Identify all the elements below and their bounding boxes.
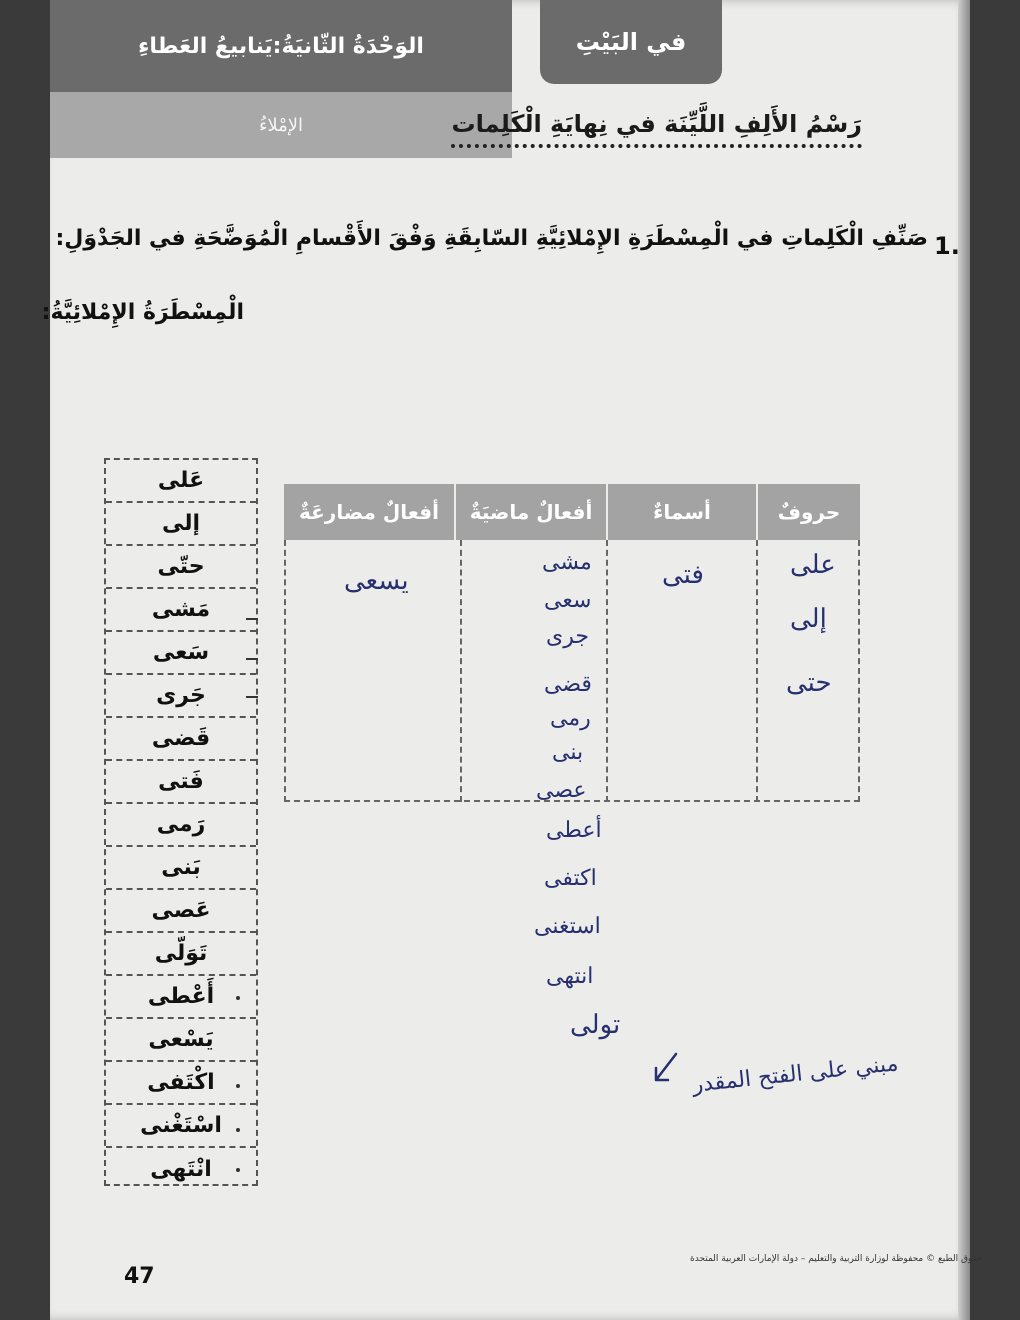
lesson-title: رَسْمُ الأَلِفِ اللَّيِّنَة في نِهايَةِ الْكَلِمات (451, 110, 862, 148)
unit-title: الوَحْدَةُ الثّانيَةُ:يَنابيعُ العَطاءِ (138, 33, 424, 59)
pencil-dot (236, 1168, 240, 1172)
handwritten-huruf: على (790, 550, 836, 580)
question-text: صَنِّفِ الْكَلِماتِ في الْمِسْطَرَةِ الإِمْلائِيَّةِ السّابِقَةِ وَفْقَ الأَقْسامِ الْمُوَضَّحَةِ في الجَدْوَلِ: (55, 226, 928, 251)
table-header (284, 484, 860, 540)
column-divider (756, 540, 758, 802)
page-edge (958, 0, 970, 1320)
word-item: رَمى (106, 804, 256, 847)
handwritten-madi: عصى (536, 778, 587, 803)
handwritten-huruf: حتى (786, 668, 832, 698)
word-item: أَعْطى (106, 976, 256, 1019)
column-divider (606, 540, 608, 802)
word-item: عَصى (106, 890, 256, 933)
handwritten-madi: جرى (546, 624, 589, 649)
header-madi: أفعالٌ ماضيَةٌ (454, 484, 606, 540)
word-item: سَعى (106, 632, 256, 675)
word-item: إلى (106, 503, 256, 546)
handwritten-madi: استغنى (534, 914, 601, 939)
word-item: بَنى (106, 847, 256, 890)
word-item: اسْتَغْنى (106, 1105, 256, 1148)
pencil-mark (246, 618, 258, 620)
pencil-dot (236, 1128, 240, 1132)
handwritten-madi: رمى (550, 706, 591, 731)
pencil-mark (246, 658, 258, 660)
handwritten-huruf: إلى (790, 604, 827, 634)
pencil-dot (236, 1084, 240, 1088)
word-item: تَوَلّى (106, 933, 256, 976)
word-item: حتّى (106, 546, 256, 589)
handwritten-madi: اكتفى (544, 866, 597, 891)
header-asma: أسماءٌ (606, 484, 756, 540)
copyright-footer: حقوق الطبع © محفوظة لوزارة التربية والتعليم – دولة الإمارات العربية المتحدة (690, 1254, 983, 1264)
question-number: 1. (934, 232, 960, 260)
word-item: جَرى (106, 675, 256, 718)
word-item: مَشى (106, 589, 256, 632)
section-header (50, 92, 512, 158)
handwritten-madi: سعى (544, 588, 592, 613)
handwritten-madi: أعطى (546, 818, 602, 843)
handwritten-madi: مشى (542, 550, 592, 575)
dictation-label: الْمِسْطَرَةُ الإِمْلائِيَّةُ: (41, 300, 244, 325)
handwritten-madi: تولى (570, 1010, 621, 1040)
word-item: عَلى (106, 460, 256, 503)
column-divider (460, 540, 462, 802)
handwritten-madi: قضى (544, 672, 592, 697)
handwritten-asma: فتى (662, 560, 704, 590)
header-mudari: أفعالٌ مضارعَةٌ (299, 500, 439, 524)
word-item: اكْتَفى (106, 1062, 256, 1105)
unit-header (50, 0, 512, 92)
word-item: فَتى (106, 761, 256, 804)
handwritten-note: مبني على الفتح المقدر (691, 1051, 900, 1098)
handwritten-mudari: يسعى (344, 566, 409, 596)
arrow-icon (646, 1050, 686, 1090)
page-number: 47 (124, 1264, 155, 1289)
header-huruf: حروفٌ (756, 484, 860, 540)
handwritten-madi: انتهى (546, 964, 594, 989)
home-tab (540, 0, 722, 84)
pencil-mark (246, 696, 258, 698)
pencil-dot (236, 996, 240, 1000)
word-item: انْتَهى (150, 1157, 212, 1182)
word-list (104, 458, 258, 1186)
word-item: يَسْعى (106, 1019, 256, 1062)
section-label: الإمْلاءُ (258, 114, 304, 136)
word-item: قَضى (106, 718, 256, 761)
home-tab-label: في البَيْتِ (575, 28, 687, 56)
handwritten-madi: بنى (552, 740, 584, 765)
